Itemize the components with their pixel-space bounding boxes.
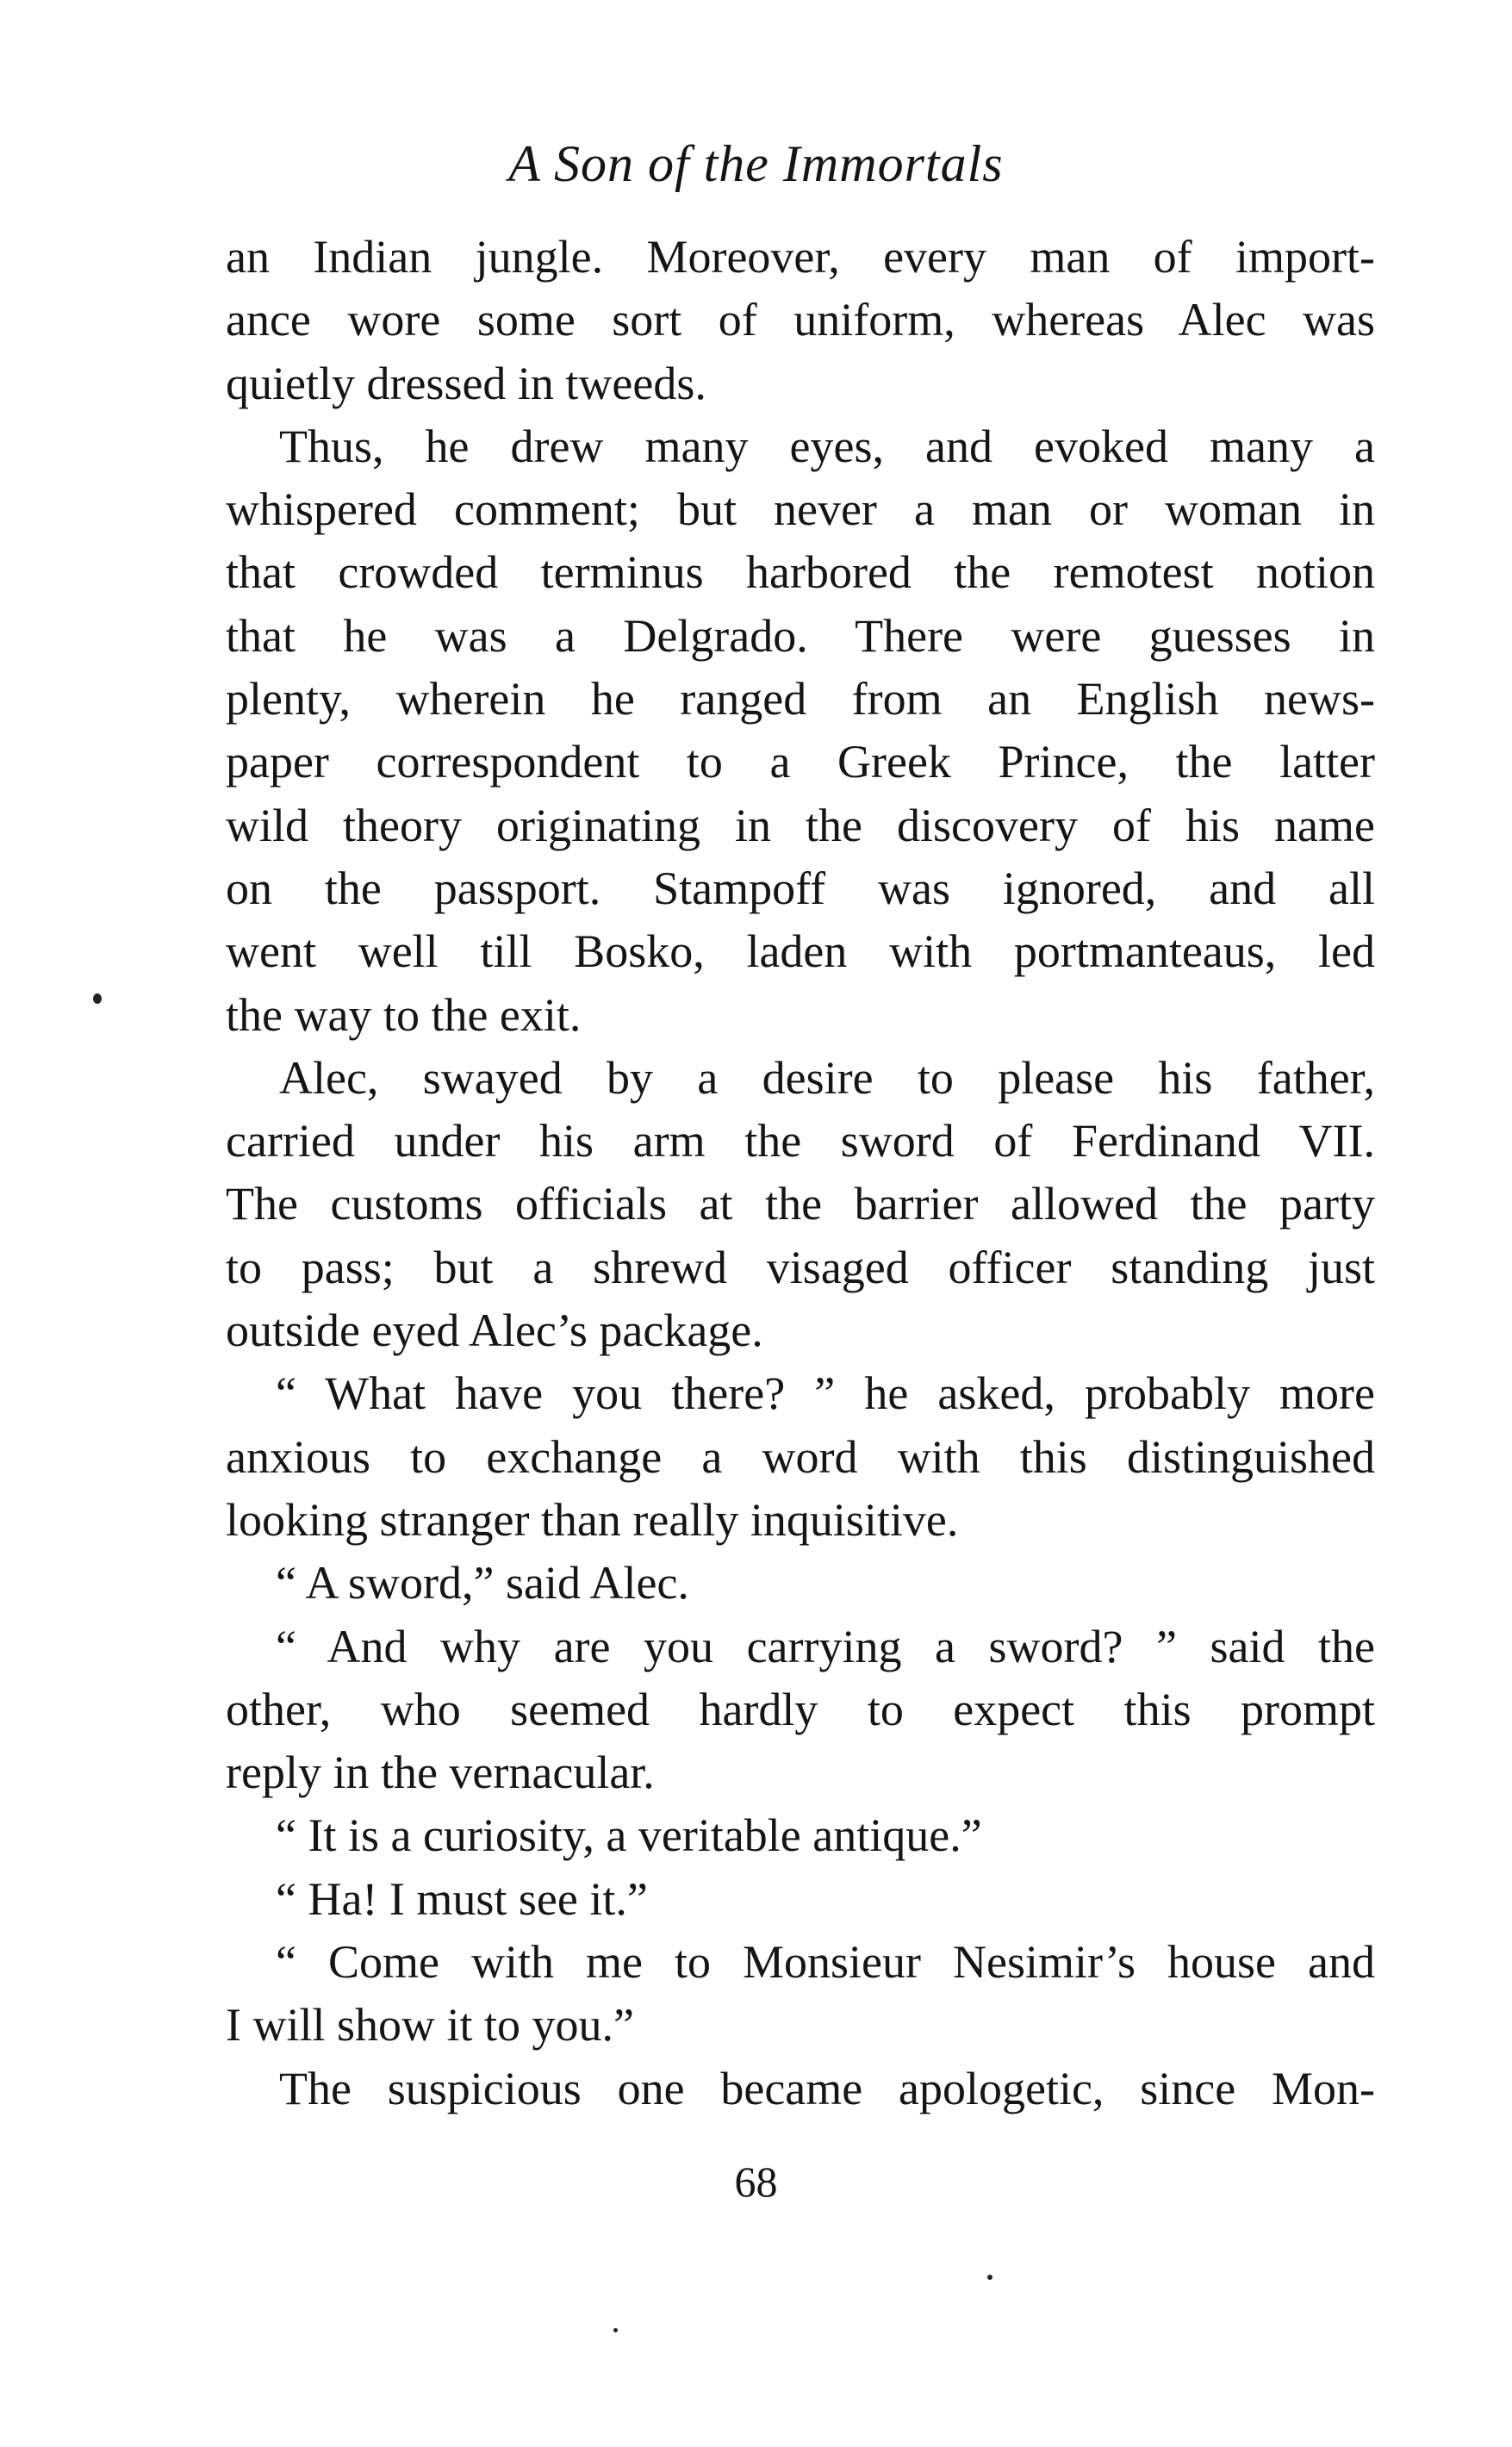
text-line-20: anxious to exchange a word with this distinguished bbox=[226, 1430, 1375, 1483]
text-line-6: that crowded terminus harbored the remotest notion bbox=[226, 546, 1375, 599]
text-line-14: Alec, swayed by a desire to please his father, bbox=[279, 1051, 1375, 1104]
text-line-26: “ It is a curiosity, a veritable antique.” bbox=[276, 1809, 982, 1862]
text-line-30: The suspicious one became apologetic, since Mon- bbox=[279, 2062, 1375, 2114]
running-head-title: A Son of the Immortals bbox=[508, 135, 1004, 192]
text-line-18: outside eyed Alec’s package. bbox=[226, 1304, 763, 1357]
text-line-23: “ And why are you carrying a sword? ” said the bbox=[276, 1620, 1375, 1672]
text-line-10: wild theory originating in the discovery of his name bbox=[226, 799, 1375, 851]
text-line-2: ance wore some sort of uniform, whereas Alec was bbox=[226, 294, 1375, 346]
margin-speck bbox=[93, 993, 102, 1004]
text-line-9: paper correspondent to a Greek Prince, the latter bbox=[226, 736, 1375, 788]
text-line-19: “ What have you there? ” he asked, probably more bbox=[276, 1367, 1375, 1420]
ink-dot bbox=[613, 2328, 618, 2332]
text-line-3: quietly dressed in tweeds. bbox=[226, 357, 706, 409]
text-line-1: an Indian jungle. Moreover, every man of import- bbox=[226, 231, 1375, 283]
text-line-28: “ Come with me to Monsieur Nesimir’s house and bbox=[276, 1936, 1375, 1989]
ink-dot bbox=[987, 2275, 992, 2280]
text-line-29: I will show it to you.” bbox=[226, 1999, 634, 2052]
text-line-27: “ Ha! I must see it.” bbox=[276, 1872, 648, 1925]
text-line-11: on the passport. Stampoff was ignored, and all bbox=[226, 862, 1375, 914]
text-line-8: plenty, wherein he ranged from an English news- bbox=[226, 673, 1375, 725]
text-line-5: whispered comment; but never a man or woman in bbox=[226, 483, 1375, 536]
text-line-16: The customs officials at the barrier allowed the party bbox=[226, 1178, 1375, 1230]
text-line-12: went well till Bosko, laden with portmanteaus, led bbox=[226, 925, 1375, 978]
text-line-21: looking stranger than really inquisitive. bbox=[226, 1493, 959, 1546]
text-line-17: to pass; but a shrewd visaged officer standing just bbox=[226, 1241, 1375, 1293]
text-line-7: that he was a Delgrado. There were guesses in bbox=[226, 609, 1375, 662]
text-line-25: reply in the vernacular. bbox=[226, 1747, 655, 1799]
body-text bbox=[226, 226, 1375, 2120]
text-line-22: “ A sword,” said Alec. bbox=[276, 1557, 689, 1610]
page-number: 68 bbox=[734, 2157, 778, 2206]
text-line-15: carried under his arm the sword of Ferdinand VII. bbox=[226, 1115, 1375, 1167]
text-line-24: other, who seemed hardly to expect this prompt bbox=[226, 1683, 1375, 1735]
text-line-4: Thus, he drew many eyes, and evoked many a bbox=[279, 420, 1375, 472]
text-line-13: the way to the exit. bbox=[226, 988, 582, 1041]
